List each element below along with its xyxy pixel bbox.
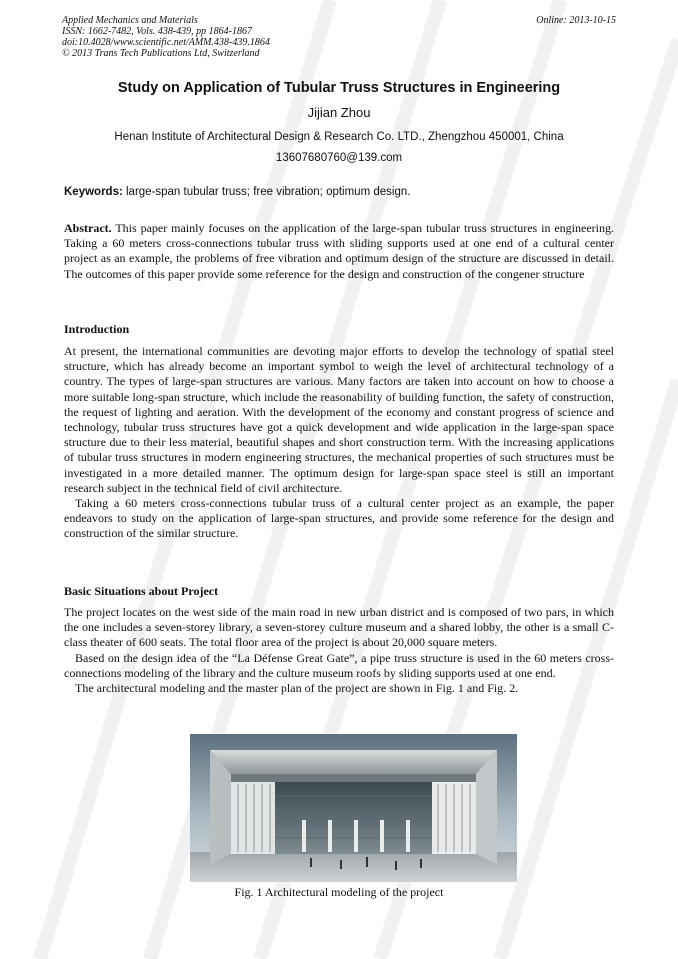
- abstract-label: Abstract.: [64, 221, 112, 235]
- keywords-text: large-span tubular truss; free vibration; optimum design.: [122, 186, 411, 198]
- author-name: Jijian Zhou: [307, 105, 371, 120]
- basic-situations-body: [64, 605, 614, 696]
- journal-name: Applied Mechanics and Materials: [62, 15, 198, 26]
- keywords: [64, 186, 616, 198]
- intro-paragraph-1: At present, the international communities are devoting major efforts to develop the technology of spatial steel structure, which has already become an important symbol to weigh the level of architectural technology of a country. The types of large-span structures are various. Many factors are taken into account on how to choose a more suitable long-span structure, which include the reasonability of building function, the safety of construction, the request of lighting and aeration. With the development of the economy and constant progress of science and technology, tubular truss structures have got a quick development and wide application in the large-span space structure due to their less material, beautiful shapes and short construction term. With the increasing applications of tubular truss structures in modern engineering structures, the mechanical properties of such structures must be investigated in a more detailed manner. The optimum design for large-span space steel is still an important research subject in the technical field of civil architecture.: [64, 344, 614, 495]
- building-rendering-image: [190, 734, 517, 882]
- journal-copyright: © 2013 Trans Tech Publications Ltd, Switzerland: [62, 48, 260, 59]
- intro-paragraph-2: Taking a 60 meters cross-connections tubular truss of a cultural center project as an example, the paper endeavors to study on the application of large-span structures, and provide some reference for the design and construction of the similar structure.: [64, 496, 614, 541]
- online-date: Online: 2013-10-15: [536, 15, 616, 26]
- abstract: [64, 221, 614, 282]
- abstract-text: This paper mainly focuses on the application of the large-span tubular truss structures in engineering. Taking a 60 meters cross-connections tubular truss with sliding supports used at one end of a cultural center project as an example, the problems of free vibration and optimum design of the structure are discussed in detail. The outcomes of this paper provide some reference for the design and construction of the congener structure: [64, 221, 614, 281]
- introduction-body: [64, 344, 614, 542]
- paper-title: Study on Application of Tubular Truss Structures in Engineering: [117, 80, 561, 96]
- section-heading-basic-situations: Basic Situations about Project: [64, 584, 219, 598]
- figure-caption: Fig. 1 Architectural modeling of the project: [234, 885, 444, 899]
- journal-doi: doi:10.4028/www.scientific.net/AMM.438-439.1864: [62, 37, 270, 48]
- section-heading-introduction: Introduction: [64, 322, 130, 336]
- journal-header: [62, 15, 616, 59]
- basic-paragraph-1: The project locates on the west side of the main road in new urban district and is composed of two pars, in which the one includes a seven-storey library, a seven-storey culture museum and a shared lobby, the other is a small C-class theater of 600 seats. The total floor area of the project is about 20,000 square meters.: [64, 605, 614, 650]
- author-affiliation: Henan Institute of Architectural Design & Research Co. LTD., Zhengzhou 450001, China: [114, 131, 564, 143]
- figure-architectural-modeling: [190, 734, 517, 882]
- basic-paragraph-3: The architectural modeling and the master plan of the project are shown in Fig. 1 and Fig. 2.: [75, 681, 519, 696]
- basic-paragraph-2: Based on the design idea of the “La Défense Great Gate”, a pipe truss structure is used in the 60 meters cross-connections modeling of the library and the culture museum roofs by sliding supports used at one end.: [64, 650, 614, 680]
- journal-issn: ISSN: 1662-7482, Vols. 438-439, pp 1864-1867: [62, 26, 252, 37]
- author-email: 13607680760@139.com: [275, 152, 403, 164]
- keywords-label: Keywords:: [64, 186, 123, 198]
